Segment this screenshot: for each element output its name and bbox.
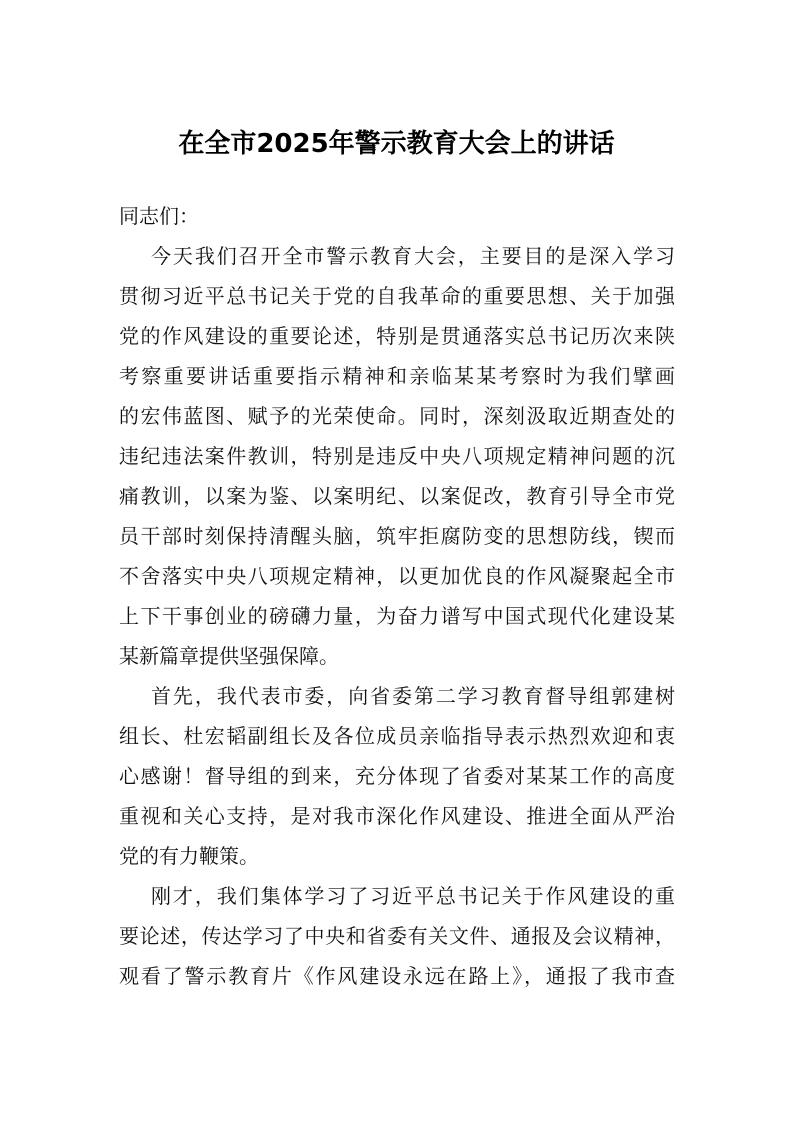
paragraph-1 [119, 236, 675, 676]
paragraph-2 [119, 676, 675, 876]
paragraph-3 [119, 876, 675, 996]
document-body [119, 196, 675, 996]
paragraph-line: 今天我们召开全市警示教育大会，主要目的是深入学习 [151, 244, 675, 268]
paragraph-line: 贯彻习近平总书记关于党的自我革命的重要思想、关于加强 [119, 284, 675, 308]
paragraph-line: 心感谢！督导组的到来，充分体现了省委对某某工作的高度 [119, 764, 675, 788]
document-title: 在全市2025年警示教育大会上的讲话 [178, 129, 615, 159]
paragraph-line: 痛教训，以案为鉴、以案明纪、以案促改，教育引导全市党 [119, 484, 675, 508]
paragraph-line: 违纪违法案件教训，特别是违反中央八项规定精神问题的沉 [119, 444, 675, 468]
paragraph-line: 的宏伟蓝图、赋予的光荣使命。同时，深刻汲取近期查处的 [119, 404, 675, 428]
paragraph-line: 首先，我代表市委，向省委第二学习教育督导组郭建树 [151, 684, 675, 708]
salutation: 同志们： [119, 204, 199, 228]
paragraph-line: 员干部时刻保持清醒头脑，筑牢拒腐防变的思想防线，锲而 [119, 524, 675, 548]
paragraph-line: 不舍落实中央八项规定精神，以更加优良的作风凝聚起全市 [119, 564, 675, 588]
paragraph-line: 刚才，我们集体学习了习近平总书记关于作风建设的重 [151, 884, 675, 908]
paragraph-line: 重视和关心支持，是对我市深化作风建设、推进全面从严治 [119, 804, 675, 828]
paragraph-line: 上下干事创业的磅礴力量，为奋力谱写中国式现代化建设某 [119, 604, 675, 628]
paragraph-line: 某新篇章提供坚强保障。 [119, 644, 339, 668]
paragraph-line: 党的有力鞭策。 [119, 844, 259, 868]
paragraph-line: 党的作风建设的重要论述，特别是贯通落实总书记历次来陕 [119, 324, 675, 348]
paragraph-line: 组长、杜宏韬副组长及各位成员亲临指导表示热烈欢迎和衷 [119, 724, 675, 748]
paragraph-line: 考察重要讲话重要指示精神和亲临某某考察时为我们擘画 [119, 364, 675, 388]
paragraph-line: 要论述，传达学习了中央和省委有关文件、通报及会议精神， [119, 924, 675, 948]
paragraph-line: 观看了警示教育片《作风建设永远在路上》，通报了我市查 [119, 964, 675, 988]
